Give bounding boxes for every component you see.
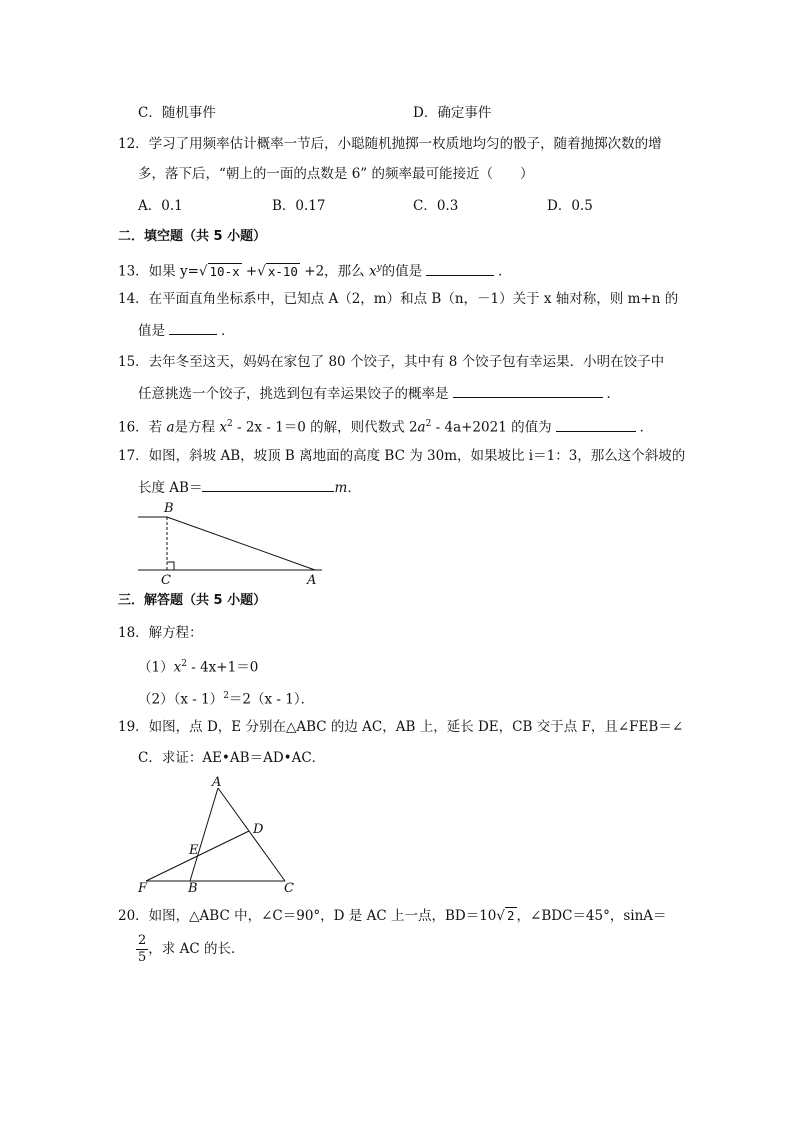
right-angle-mark (167, 562, 174, 570)
q11-option-d: D．确定事件 (413, 105, 492, 121)
q18-eq1-var: x (173, 659, 182, 676)
q16-exp-2b: 2 (425, 419, 432, 429)
q18-eq2-rest: ＝2（x - 1）． (228, 691, 315, 708)
q18-eq1-prefix: （1） (138, 659, 174, 676)
q18-eq2-prefix: （2）（x - 1） (138, 691, 224, 708)
q12-option-c: C．0.3 (413, 198, 459, 214)
q17-line1: 17．如图，斜坡 AB，坡顶 B 离地面的高度 BC 为 30m，如果坡比 i＝1：3，那么这个斜坡的 (118, 448, 686, 464)
sqrt-symbol: √ (257, 263, 266, 280)
q12-option-a: A．0.1 (138, 198, 183, 214)
q16-text-2: 是方程 (174, 419, 220, 436)
q16-answer-blank[interactable] (556, 417, 636, 432)
q13-prefix: 13．如果 y= (118, 263, 199, 280)
q16-var-x: x (219, 419, 227, 436)
q18-eq1 (138, 654, 258, 678)
q19-line1: 19．如图，点 D，E 分别在△ABC 的边 AC，AB 上，延长 DE，CB 交于点 F，且∠FEB＝∠ (118, 719, 684, 735)
q16-text-1: 16．若 (118, 419, 167, 436)
label-f: F (138, 881, 148, 895)
q15-line1: 15．去年冬至这天，妈妈在家包了 80 个饺子，其中有 8 个饺子包有幸运果．小明在饺子中 (118, 354, 665, 370)
q20-line2 (136, 932, 244, 966)
label-a: A (307, 573, 317, 588)
q16-line: 16．若 a是方程 $x^2 - 2x - 1=0$ 的解，则代数式 $2a^2 - 4a+2021$ 的值为 ． (118, 414, 653, 438)
q12-line2: 多，落下后，“朝上的一面的点数是 6” 的频率最可能接近（ ） (138, 166, 534, 182)
q20-frac-num: 2 (138, 933, 147, 948)
q18-eq2 (138, 686, 314, 710)
label-b: B (188, 881, 198, 895)
q15-line2: 任意挑选一个饺子，挑选到包有幸运果饺子的概率是 ． (138, 383, 620, 404)
sqrt-symbol: √ (198, 263, 208, 280)
q14-line2-text: 值是 (138, 323, 165, 339)
q11-option-c: C．随机事件 (138, 105, 216, 121)
q16-text-4: - 4a+2021 的值为 (431, 419, 552, 436)
q17-line2-prefix: 长度 AB＝ (138, 480, 203, 496)
q14-answer-blank[interactable] (169, 320, 217, 335)
label-a: A (212, 775, 222, 790)
side-ab (190, 788, 218, 881)
q17-answer-blank[interactable] (202, 477, 334, 492)
q15-answer-blank[interactable] (453, 383, 603, 398)
label-d: D (253, 822, 264, 837)
q20-suffix: ，求 AC 的长． (148, 941, 245, 957)
q16-var-a2: a (417, 419, 426, 436)
q16-exp-2: 2 (226, 419, 233, 429)
slope-figure (130, 500, 330, 590)
q20-radicand: 2 (506, 908, 515, 923)
q13-answer-blank[interactable] (426, 261, 494, 276)
q14-line1: 14．在平面直角坐标系中，已知点 A（2，m）和点 B（n，－1）关于 x 轴对称，则 m+n 的 (118, 291, 679, 307)
label-c: C (161, 573, 171, 588)
q15-line2-text: 任意挑选一个饺子，挑选到包有幸运果饺子的概率是 (138, 386, 449, 402)
q18-title: 18．解方程： (118, 625, 203, 641)
q14-line2: 值是 ． (138, 320, 235, 341)
q12-line1: 12．学习了用频率估计概率一节后，小聪随机抛掷一枚质地均匀的骰子，随着抛掷次数的增 (118, 136, 662, 152)
label-e: E (189, 843, 199, 858)
q12-option-d: D．0.5 (547, 198, 593, 214)
q18-eq1-rest: - 4x+1＝0 (186, 659, 259, 676)
q13-line: 13．如果 y=√ 10-x +√ x-10 +2，那么 $x^y$的值是 ． (118, 258, 512, 282)
q20-mid: ，∠BDC＝45°，sinA＝ (516, 908, 667, 924)
q12-option-b: B．0.17 (272, 198, 326, 214)
label-b: B (164, 501, 174, 516)
q18-eq2-exp: 2 (223, 691, 229, 701)
q13-base: x (368, 263, 377, 280)
q16-text-3: - 2x - 1＝0 的解，则代数式 2 (232, 419, 418, 436)
section-heading-fill-in: 二．填空题（共 5 小题） (118, 229, 267, 244)
q18-eq1-exp: 2 (181, 659, 187, 669)
q13-tail: +2，那么 (299, 263, 369, 280)
q17-unit: m． (334, 480, 361, 496)
q13-exponent: y (376, 263, 382, 273)
side-ac (218, 788, 285, 881)
q13-radicand-2: x-10 (267, 263, 298, 279)
q13-radicand-1: 10-x (209, 263, 240, 279)
q13-plus: + (241, 263, 258, 280)
slope-ab-line (167, 517, 315, 570)
sqrt-symbol: √ (496, 908, 505, 924)
q17-line2 (138, 477, 361, 498)
q19-line2: C．求证：AE•AB＝AD•AC． (138, 750, 326, 766)
q20-line1 (118, 906, 667, 926)
q16-var-a: a (166, 419, 175, 436)
q20-prefix: 20．如图，△ABC 中，∠C＝90°，D 是 AC 上一点，BD＝10 (118, 908, 497, 924)
q13-suffix: 的值是 (381, 263, 423, 280)
section-heading-solutions: 三．解答题（共 5 小题） (118, 593, 267, 608)
q20-frac-den: 5 (138, 950, 147, 965)
q20-fraction (136, 933, 148, 966)
triangle-figure (132, 770, 307, 895)
label-c: C (284, 881, 294, 895)
